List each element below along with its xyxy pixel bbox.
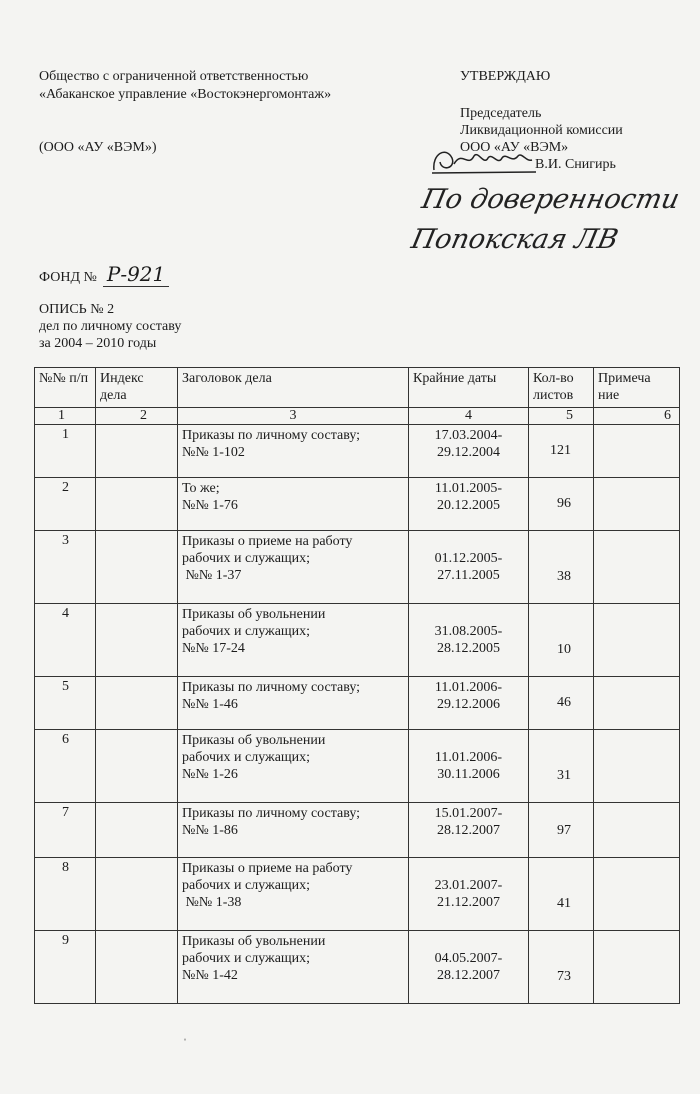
row-title bbox=[178, 478, 409, 531]
title-line: №№ 1-38 bbox=[182, 895, 242, 910]
title-line: рабочих и служащих; bbox=[182, 878, 311, 893]
table-header-row bbox=[35, 368, 680, 408]
row-dates bbox=[409, 478, 529, 531]
org-line-2: «Абаканское управление «Востокэнергомонтаж» bbox=[39, 87, 332, 102]
title-line: Приказы по личному составу; bbox=[182, 428, 361, 443]
signer-name: В.И. Снигирь bbox=[535, 157, 616, 172]
row-index bbox=[96, 478, 178, 531]
title-line: №№ 1-86 bbox=[182, 823, 238, 838]
organization-short-name: (ООО «АУ «ВЭМ») bbox=[39, 140, 157, 155]
title-line: рабочих и служащих; bbox=[182, 624, 311, 639]
row-dates bbox=[409, 677, 529, 730]
date-from: 31.08.2005- bbox=[434, 624, 503, 639]
row-note bbox=[594, 604, 680, 677]
table-row bbox=[35, 677, 680, 730]
date-to: 28.12.2007 bbox=[437, 968, 500, 983]
row-sheets: 96 bbox=[529, 478, 594, 531]
column-number: 5 bbox=[529, 408, 594, 425]
title-line: №№ 17-24 bbox=[182, 641, 245, 656]
row-title bbox=[178, 677, 409, 730]
row-note bbox=[594, 803, 680, 858]
opis-line-3: за 2004 – 2010 годы bbox=[39, 336, 157, 351]
title-line: рабочих и служащих; bbox=[182, 951, 311, 966]
row-number: 7 bbox=[35, 803, 96, 858]
fond-value: Р-921 bbox=[103, 262, 169, 287]
row-index bbox=[96, 931, 178, 1004]
column-number: 1 bbox=[35, 408, 96, 425]
column-number: 3 bbox=[178, 408, 409, 425]
row-index bbox=[96, 858, 178, 931]
row-note bbox=[594, 931, 680, 1004]
title-line: То же; bbox=[182, 481, 220, 496]
row-index bbox=[96, 677, 178, 730]
row-sheets: 46 bbox=[529, 677, 594, 730]
opis-line-2: дел по личному составу bbox=[39, 319, 182, 334]
row-note bbox=[594, 858, 680, 931]
row-sheets: 73 bbox=[529, 931, 594, 1004]
approval-role-1: Председатель bbox=[460, 106, 542, 121]
approval-role-3: ООО «АУ «ВЭМ» bbox=[460, 140, 569, 155]
row-note bbox=[594, 478, 680, 531]
date-from: 23.01.2007- bbox=[434, 878, 503, 893]
date-to: 30.11.2006 bbox=[437, 767, 500, 782]
inventory-table bbox=[34, 367, 680, 1004]
date-from: 01.12.2005- bbox=[434, 551, 503, 566]
title-line: №№ 1-102 bbox=[182, 445, 245, 460]
row-title bbox=[178, 531, 409, 604]
row-sheets: 31 bbox=[529, 730, 594, 803]
row-title bbox=[178, 730, 409, 803]
header-no: №№ п/п bbox=[35, 368, 96, 408]
row-dates bbox=[409, 858, 529, 931]
date-from: 11.01.2005- bbox=[434, 481, 503, 496]
table-row bbox=[35, 531, 680, 604]
handwritten-line-1: По доверенности bbox=[419, 184, 683, 215]
date-to: 29.12.2004 bbox=[437, 445, 500, 460]
row-title bbox=[178, 803, 409, 858]
row-note bbox=[594, 677, 680, 730]
title-line: Приказы о приеме на работу bbox=[182, 534, 353, 549]
row-number: 6 bbox=[35, 730, 96, 803]
fond-number bbox=[39, 262, 169, 287]
row-sheets: 10 bbox=[529, 604, 594, 677]
row-dates bbox=[409, 803, 529, 858]
date-from: 11.01.2006- bbox=[434, 750, 503, 765]
scan-mark: ˈ bbox=[183, 1036, 187, 1050]
column-numbers-row bbox=[35, 408, 680, 425]
row-dates bbox=[409, 604, 529, 677]
row-number: 5 bbox=[35, 677, 96, 730]
row-note bbox=[594, 531, 680, 604]
table-row bbox=[35, 858, 680, 931]
title-line: рабочих и служащих; bbox=[182, 551, 311, 566]
table-row bbox=[35, 931, 680, 1004]
row-dates bbox=[409, 425, 529, 478]
date-to: 29.12.2006 bbox=[437, 697, 500, 712]
row-note bbox=[594, 730, 680, 803]
date-from: 04.05.2007- bbox=[434, 951, 503, 966]
table-row bbox=[35, 730, 680, 803]
header-note: Примеча ние bbox=[594, 368, 680, 408]
row-number: 3 bbox=[35, 531, 96, 604]
title-line: Приказы по личному составу; bbox=[182, 680, 361, 695]
date-to: 27.11.2005 bbox=[437, 568, 500, 583]
table-row bbox=[35, 425, 680, 478]
title-line: №№ 1-42 bbox=[182, 968, 238, 983]
date-to: 28.12.2007 bbox=[437, 823, 500, 838]
inventory-title bbox=[39, 301, 181, 352]
signature-image bbox=[428, 140, 538, 180]
date-from: 17.03.2004- bbox=[434, 428, 503, 443]
row-sheets: 97 bbox=[529, 803, 594, 858]
row-number: 8 bbox=[35, 858, 96, 931]
row-index bbox=[96, 803, 178, 858]
title-line: №№ 1-76 bbox=[182, 498, 238, 513]
row-number: 9 bbox=[35, 931, 96, 1004]
approval-role-2: Ликвидационной комиссии bbox=[460, 123, 623, 138]
handwritten-note bbox=[409, 180, 683, 260]
title-line: Приказы по личному составу; bbox=[182, 806, 361, 821]
table-row bbox=[35, 604, 680, 677]
date-to: 28.12.2005 bbox=[437, 641, 500, 656]
row-sheets: 41 bbox=[529, 858, 594, 931]
handwritten-line-2: Попокская ЛВ bbox=[408, 224, 621, 255]
row-dates bbox=[409, 931, 529, 1004]
column-number: 2 bbox=[96, 408, 178, 425]
title-line: рабочих и служащих; bbox=[182, 750, 311, 765]
header-title: Заголовок дела bbox=[178, 368, 409, 408]
row-index bbox=[96, 531, 178, 604]
row-index bbox=[96, 425, 178, 478]
header-dates: Крайние даты bbox=[409, 368, 529, 408]
row-number: 2 bbox=[35, 478, 96, 531]
org-line-1: Общество с ограниченной ответственностью bbox=[39, 69, 309, 84]
approval-title: УТВЕРЖДАЮ bbox=[460, 69, 551, 84]
title-line: Приказы об увольнении bbox=[182, 934, 326, 949]
header-sheets: Кол-во листов bbox=[529, 368, 594, 408]
date-from: 15.01.2007- bbox=[434, 806, 503, 821]
row-sheets: 121 bbox=[529, 425, 594, 478]
header-index: Индекс дела bbox=[96, 368, 178, 408]
row-note bbox=[594, 425, 680, 478]
row-title bbox=[178, 931, 409, 1004]
title-line: №№ 1-46 bbox=[182, 697, 238, 712]
column-number: 6 bbox=[594, 408, 680, 425]
row-number: 4 bbox=[35, 604, 96, 677]
date-to: 20.12.2005 bbox=[437, 498, 500, 513]
column-number: 4 bbox=[409, 408, 529, 425]
row-number: 1 bbox=[35, 425, 96, 478]
row-title bbox=[178, 604, 409, 677]
row-title bbox=[178, 858, 409, 931]
row-index bbox=[96, 730, 178, 803]
fond-label: ФОНД № bbox=[39, 270, 97, 285]
title-line: Приказы об увольнении bbox=[182, 607, 326, 622]
table-row bbox=[35, 478, 680, 531]
date-to: 21.12.2007 bbox=[437, 895, 500, 910]
table-row bbox=[35, 803, 680, 858]
row-dates bbox=[409, 730, 529, 803]
title-line: Приказы об увольнении bbox=[182, 733, 326, 748]
row-sheets: 38 bbox=[529, 531, 594, 604]
opis-line-1: ОПИСЬ № 2 bbox=[39, 302, 115, 317]
title-line: Приказы о приеме на работу bbox=[182, 861, 353, 876]
row-index bbox=[96, 604, 178, 677]
row-dates bbox=[409, 531, 529, 604]
row-title bbox=[178, 425, 409, 478]
title-line: №№ 1-37 bbox=[182, 568, 242, 583]
date-from: 11.01.2006- bbox=[434, 680, 503, 695]
title-line: №№ 1-26 bbox=[182, 767, 238, 782]
organization-name bbox=[39, 68, 331, 104]
